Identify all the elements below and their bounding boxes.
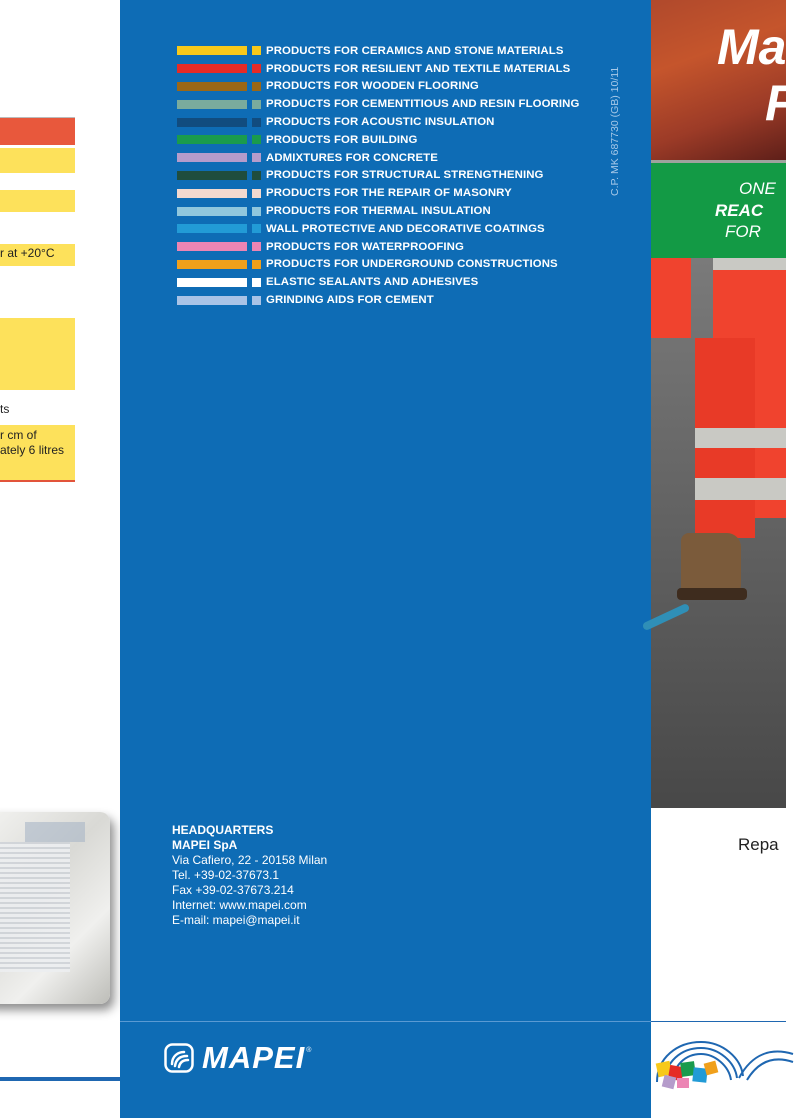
legend-color-square <box>252 242 261 251</box>
legend-color-square <box>252 207 261 216</box>
legend-label: PRODUCTS FOR THERMAL INSULATION <box>266 205 491 218</box>
front-cover-panel <box>651 0 796 1118</box>
legend-color-bar <box>177 189 247 198</box>
legend-label: ADMIXTURES FOR CONCRETE <box>266 151 438 164</box>
back-cover-panel <box>120 0 651 1118</box>
legend-item <box>177 131 579 149</box>
hq-company: MAPEI SpA <box>172 838 238 852</box>
legend-color-square <box>252 46 261 55</box>
left-footer-rule <box>0 1077 120 1081</box>
legend-label: WALL PROTECTIVE AND DECORATIVE COATINGS <box>266 222 545 235</box>
legend-color-square <box>252 64 261 73</box>
product-series-logo <box>643 1032 793 1092</box>
table-cell-text: ts <box>0 402 10 416</box>
footer-divider <box>120 1021 651 1022</box>
legend-color-bar <box>177 242 247 251</box>
legend-color-bar <box>177 82 247 91</box>
cover-subtitle-line3: FOR <box>725 222 761 241</box>
legend-color-square <box>252 82 261 91</box>
legend-color-bar <box>177 207 247 216</box>
cover-photo-worker <box>651 258 786 808</box>
legend-color-bar <box>177 224 247 233</box>
legend-color-bar <box>177 153 247 162</box>
legend-color-bar <box>177 118 247 127</box>
legend-color-square <box>252 171 261 180</box>
legend-color-bar <box>177 260 247 269</box>
product-line-legend <box>177 42 579 309</box>
legend-color-bar <box>177 171 247 180</box>
cover-subtitle-line2: REAC <box>715 201 764 220</box>
legend-color-square <box>252 260 261 269</box>
legend-item <box>177 291 579 309</box>
legend-color-bar <box>177 46 247 55</box>
mapei-logo <box>164 1040 311 1076</box>
legend-item <box>177 273 579 291</box>
legend-color-bar <box>177 100 247 109</box>
table-header-orange <box>0 118 75 145</box>
legend-label: PRODUCTS FOR UNDERGROUND CONSTRUCTIONS <box>266 258 558 271</box>
cover-subtitle-line1: ONE <box>739 179 776 198</box>
legend-color-square <box>252 100 261 109</box>
hq-fax: Fax +39-02-37673.214 <box>172 883 294 897</box>
hq-address: Via Cafiero, 22 - 20158 Milan <box>172 853 328 867</box>
hq-email[interactable]: E-mail: mapei@mapei.it <box>172 913 300 927</box>
legend-item <box>177 220 579 238</box>
legend-color-bar <box>177 64 247 73</box>
legend-item <box>177 60 579 78</box>
legend-color-bar <box>177 278 247 287</box>
legend-item <box>177 202 579 220</box>
legend-color-bar <box>177 135 247 144</box>
legend-color-square <box>252 224 261 233</box>
legend-label: PRODUCTS FOR CERAMICS AND STONE MATERIALS <box>266 44 564 57</box>
hq-tel: Tel. +39-02-37673.1 <box>172 868 280 882</box>
cover-title-line1: Ma <box>717 19 787 75</box>
headquarters-address <box>172 823 327 928</box>
legend-item <box>177 95 579 113</box>
legend-item <box>177 256 579 274</box>
legend-color-square <box>252 118 261 127</box>
legend-label: PRODUCTS FOR RESILIENT AND TEXTILE MATERIALS <box>266 62 571 75</box>
table-cell-text: r cm of <box>0 428 37 442</box>
legend-item <box>177 184 579 202</box>
legend-label: PRODUCTS FOR CEMENTITIOUS AND RESIN FLOORING <box>266 98 580 111</box>
table-bottom-rule <box>0 480 75 482</box>
legend-item <box>177 149 579 167</box>
legend-color-square <box>252 189 261 198</box>
table-row-yellow <box>0 318 75 390</box>
left-panel-table-page <box>0 0 120 1118</box>
legend-color-square <box>252 296 261 305</box>
legend-item <box>177 113 579 131</box>
legend-item <box>177 42 579 60</box>
table-cell-text: r at +20°C <box>0 246 55 260</box>
legend-label: PRODUCTS FOR THE REPAIR OF MASONRY <box>266 187 512 200</box>
legend-color-square <box>252 278 261 287</box>
legend-color-square <box>252 153 261 162</box>
cover-title-band <box>651 0 796 160</box>
cover-footer-divider <box>651 1021 786 1022</box>
table-row-yellow <box>0 148 75 173</box>
legend-label: GRINDING AIDS FOR CEMENT <box>266 294 434 307</box>
legend-item <box>177 78 579 96</box>
product-bag-image <box>0 812 110 1004</box>
mapei-logo-text: MAPEI <box>202 1040 306 1075</box>
mapei-logo-icon <box>164 1043 194 1073</box>
legend-label: ELASTIC SEALANTS AND ADHESIVES <box>266 276 479 289</box>
table-cell-text: ately 6 litres <box>0 443 65 457</box>
registered-mark: ® <box>306 1046 312 1054</box>
cover-caption: Repa <box>738 835 779 854</box>
publication-code <box>609 46 627 206</box>
legend-label: PRODUCTS FOR WATERPROOFING <box>266 240 464 253</box>
legend-item <box>177 167 579 185</box>
publication-code-text: C.P. MK 687730 (GB) 10/11 <box>609 66 621 196</box>
hq-heading: HEADQUARTERS <box>172 823 274 837</box>
table-row-yellow <box>0 190 75 212</box>
legend-color-bar <box>177 296 247 305</box>
hq-internet[interactable]: Internet: www.mapei.com <box>172 898 307 912</box>
cover-title-line2: F <box>765 75 796 131</box>
legend-label: PRODUCTS FOR WOODEN FLOORING <box>266 80 479 93</box>
cover-subtitle-band <box>651 160 786 258</box>
legend-label: PRODUCTS FOR ACOUSTIC INSULATION <box>266 116 495 129</box>
legend-label: PRODUCTS FOR STRUCTURAL STRENGTHENING <box>266 169 544 182</box>
legend-color-square <box>252 135 261 144</box>
legend-label: PRODUCTS FOR BUILDING <box>266 133 418 146</box>
legend-item <box>177 238 579 256</box>
